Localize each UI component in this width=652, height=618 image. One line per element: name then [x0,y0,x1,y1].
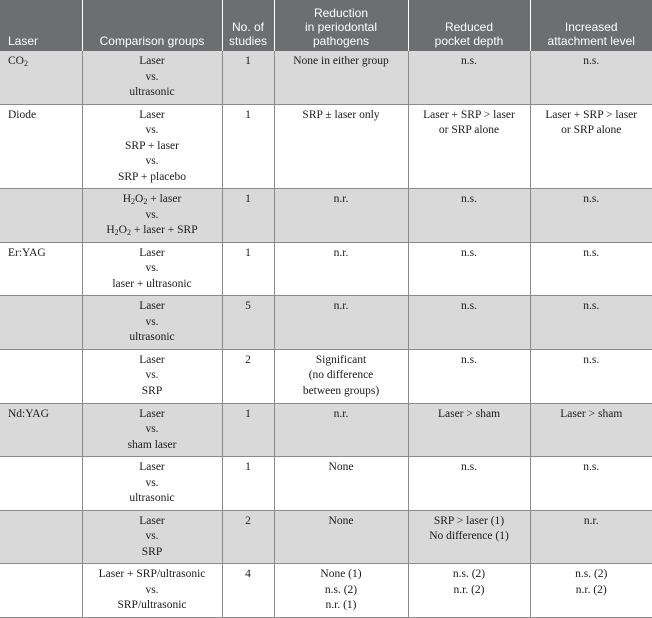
cell-studies: 1 [222,51,274,104]
cell-comparison: Laser vs. SRP [82,510,222,564]
cell-pocket-depth: n.s. [408,296,530,350]
cell-reduction: None [274,510,408,564]
header-row [0,0,652,51]
cell-attachment-level: n.s. [530,242,652,296]
cell-pocket-depth: n.s. [408,242,530,296]
cell-comparison: Laser vs. ultrasonic [82,51,222,104]
cell-pocket-depth: n.s. (2) n.r. (2) [408,564,530,618]
cell-comparison: Laser vs. ultrasonic [82,296,222,350]
cell-attachment-level: Laser + SRP > laser or SRP alone [530,104,652,189]
header-reduced-pocket-depth: Reduced pocket depth [408,0,530,51]
cell-attachment-level: n.r. [530,510,652,564]
cell-laser [0,296,82,350]
header-laser: Laser [0,0,82,51]
cell-studies: 4 [222,564,274,618]
table-row [0,242,652,296]
cell-pocket-depth: n.s. [408,189,530,243]
cell-laser: Nd:YAG [0,403,82,457]
header-comparison-groups: Comparison groups [82,0,222,51]
cell-pocket-depth: n.s. [408,349,530,403]
table-row [0,296,652,350]
header-no-of-studies: No. of studies [222,0,274,51]
cell-studies: 2 [222,510,274,564]
cell-pocket-depth: n.s. [408,457,530,511]
header-reduction-pathogens: Reduction in periodontal pathogens [274,0,408,51]
cell-attachment-level: Laser > sham [530,403,652,457]
cell-laser [0,349,82,403]
cell-comparison: Laser vs. SRP [82,349,222,403]
cell-comparison: Laser + SRP/ultrasonic vs. SRP/ultrasonic [82,564,222,618]
cell-attachment-level: n.s. [530,349,652,403]
cell-laser [0,510,82,564]
cell-laser: Diode [0,104,82,189]
cell-attachment-level: n.s. [530,296,652,350]
cell-comparison: Laser vs. ultrasonic [82,457,222,511]
cell-pocket-depth: SRP > laser (1) No difference (1) [408,510,530,564]
cell-pocket-depth: Laser > sham [408,403,530,457]
cell-studies: 1 [222,189,274,243]
table-row [0,189,652,243]
cell-reduction: SRP ± laser only [274,104,408,189]
cell-attachment-level: n.s. [530,457,652,511]
cell-laser [0,564,82,618]
cell-studies: 1 [222,242,274,296]
cell-reduction: n.r. [274,189,408,243]
table-header [0,0,652,51]
cell-reduction: Significant (no difference between groups) [274,349,408,403]
cell-studies: 1 [222,457,274,511]
table-row [0,403,652,457]
cell-studies: 1 [222,403,274,457]
cell-attachment-level: n.s. [530,51,652,104]
table-row [0,51,652,104]
cell-studies: 5 [222,296,274,350]
cell-comparison: Laser vs. sham laser [82,403,222,457]
cell-comparison: Laser vs. laser + ultrasonic [82,242,222,296]
cell-laser: Er:YAG [0,242,82,296]
table-row [0,510,652,564]
table-row [0,564,652,618]
cell-laser [0,189,82,243]
cell-pocket-depth: Laser + SRP > laser or SRP alone [408,104,530,189]
cell-studies: 1 [222,104,274,189]
cell-reduction: None in either group [274,51,408,104]
header-increased-attachment-level: Increased attachment level [530,0,652,51]
cell-comparison: $H_2O_2$ + laser vs. $H_2O_2$ + laser + SRP [82,189,222,243]
cell-comparison: Laser vs. SRP + laser vs. SRP + placebo [82,104,222,189]
table-row [0,349,652,403]
cell-reduction: None [274,457,408,511]
cell-reduction: n.r. [274,403,408,457]
cell-reduction: n.r. [274,242,408,296]
cell-laser: $CO_2$ [0,51,82,104]
table-row [0,104,652,189]
cell-laser [0,457,82,511]
cell-reduction: n.r. [274,296,408,350]
cell-reduction: None (1) n.s. (2) n.r. (1) [274,564,408,618]
cell-attachment-level: n.s. [530,189,652,243]
table-body [0,51,652,618]
cell-studies: 2 [222,349,274,403]
table-row [0,457,652,511]
cell-attachment-level: n.s. (2) n.r. (2) [530,564,652,618]
cell-pocket-depth: n.s. [408,51,530,104]
